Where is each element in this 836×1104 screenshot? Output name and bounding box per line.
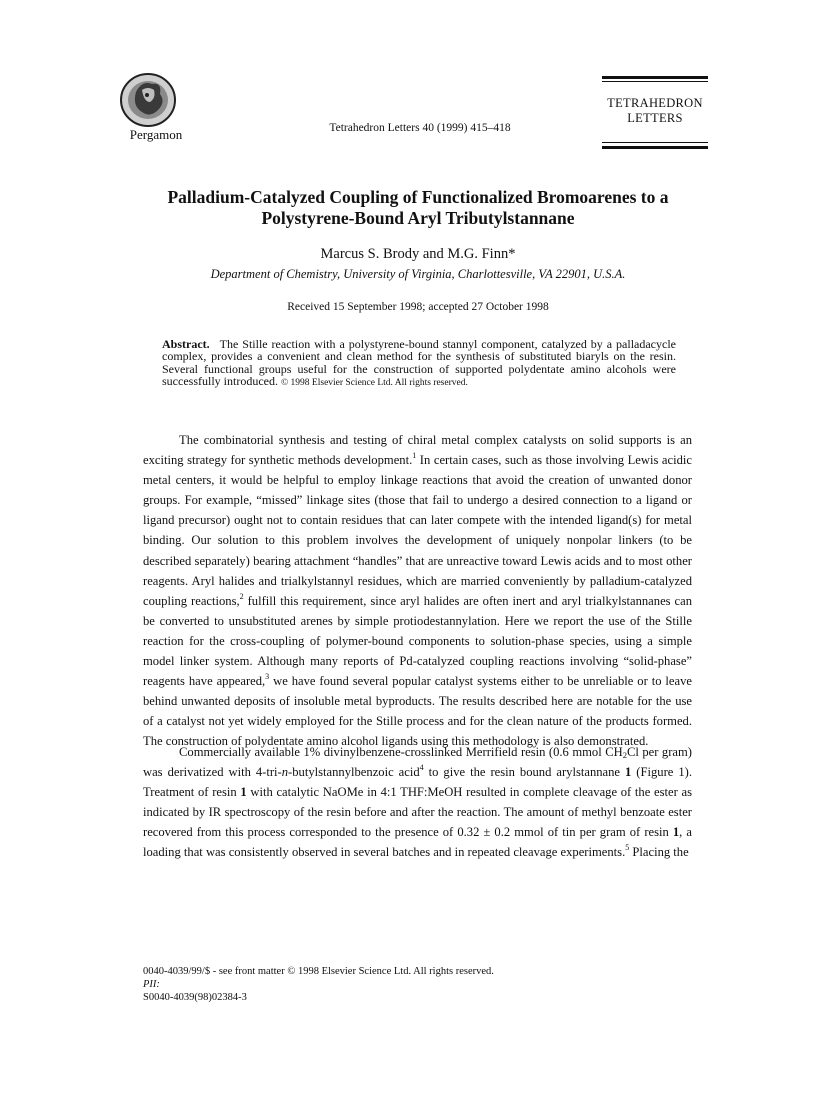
- body-text: Placing the: [629, 845, 689, 860]
- article-title-line2: Polystyrene-Bound Aryl Tributylstannane: [261, 208, 575, 228]
- reference-marker: 1: [412, 451, 417, 461]
- journal-name: [602, 96, 708, 126]
- authors: Marcus S. Brody and M.G. Finn*: [320, 246, 516, 262]
- article-title-line1: Palladium-Catalyzed Coupling of Functionalized Bromoarenes to a: [167, 187, 669, 207]
- pii-value: S0040-4039(98)02384-3: [143, 992, 247, 1003]
- journal-name-line1: TETRAHEDRON: [607, 96, 703, 110]
- reference-marker: 4: [419, 763, 424, 773]
- body-paragraph-1: [143, 430, 692, 752]
- body-text: Cl per gram) was derivatized with 4-tri-: [143, 745, 692, 780]
- body-paragraph-2: [143, 742, 692, 863]
- body-text: The combinatorial synthesis and testing of chiral metal complex catalysts on solid supports is an exciting strategy for synthetic methods development.: [143, 433, 692, 468]
- abstract-copyright: © 1998 Elsevier Science Ltd. All rights reserved.: [280, 377, 468, 388]
- reference-marker: 2: [239, 591, 244, 601]
- footer-pii: [143, 978, 494, 1004]
- body-text: (Figure 1). Treatment of resin: [143, 765, 692, 800]
- publisher-logo: [116, 72, 180, 130]
- compound-number: 1: [625, 765, 632, 780]
- journal-citation: Tetrahedron Letters 40 (1999) 415–418: [329, 122, 511, 134]
- abstract: [162, 338, 676, 389]
- header-rule: [602, 76, 708, 79]
- body-text: -butylstannylbenzoic acid: [288, 765, 420, 780]
- publisher-name: Pergamon: [129, 127, 183, 142]
- header-rule-bottom: [602, 146, 708, 149]
- elsevier-tree-logo-icon: [116, 72, 180, 130]
- compound-number: 1: [240, 785, 247, 800]
- italic-text: n: [281, 765, 289, 780]
- header-rule-bottom-thin: [602, 142, 708, 143]
- header-rule-thin: [602, 81, 708, 82]
- body-text: with catalytic NaOMe in 4:1 THF:MeOH resulted in complete cleavage of the ester as indicated by IR spectroscopy of the resin before and after the reaction. The amount of methyl benzoate ester recovered from this process corresponded to the presence of 0.32 ± 0.2 mmol of tin per gram of resin: [143, 785, 692, 840]
- compound-number: 1: [672, 825, 680, 840]
- footer: [143, 965, 494, 1004]
- reference-marker: 5: [625, 843, 630, 853]
- journal-name-line2: LETTERS: [627, 111, 683, 125]
- reference-marker: 3: [265, 672, 270, 682]
- subscript: 2: [622, 750, 627, 760]
- body-text: we have found several popular catalyst systems either to be unreliable or to leave behind unwanted deposits of insoluble metal byproducts. The results described here are notable for the use of a catalyst not yet widely employed for the Stille process and for the clean nature of the products formed. The construction of polydentate amino alcohol ligands using this methodology is also demonstrated.: [143, 674, 692, 749]
- affiliation: Department of Chemistry, University of Virginia, Charlottesville, VA 22901, U.S.A.: [210, 267, 626, 281]
- body-text: to give the resin bound arylstannane: [423, 765, 626, 780]
- body-text: , a loading that was consistently observed in several batches and in repeated cleavage experiments.: [143, 825, 692, 860]
- body-text: In certain cases, such as those involving Lewis acidic metal centers, it would be helpful to employ linkage reactions that avoid the creation of unwanted donor groups. For example, “missed” linkage sites (those that fail to undergo a desired connection to a ligand or ligand precursor) ought not to contain residues that can later compete with the intended ligand(s) for metal binding. Our solution to this problem involves the development of uniquely nonpolar linkers (to be described separately) bearing attachment “handles” that are unreactive toward Lewis acids and to most other reagents. Aryl halides and trialkylstannyl residues, which are married conveniently by palladium-catalyzed coupling reactions,: [143, 453, 692, 608]
- body-text: Commercially available 1% divinylbenzene-crosslinked Merrifield resin (0.6 mmol CH: [179, 745, 623, 759]
- abstract-text: The Stille reaction with a polystyrene-bound stannyl component, catalyzed by a palladacycle complex, provides a convenient and clean method for the synthesis of substituted biaryls on the resin. Several functional groups useful for the construction of supported polydentate amino alcohols were successfully introduced.: [162, 337, 676, 388]
- received-dates: Received 15 September 1998; accepted 27 October 1998: [287, 301, 549, 313]
- abstract-label: Abstract.: [162, 337, 210, 351]
- footer-copyright: 0040-4039/99/$ - see front matter © 1998 Elsevier Science Ltd. All rights reserved.: [143, 966, 494, 977]
- article-title: [90, 187, 746, 229]
- body-text: fulfill this requirement, since aryl halides are often inert and aryl trialkylstannanes can be converted to unsubstituted arenes by simple protiodestannylation. Here we report the use of the Stille reaction for the cross-coupling of polymer-bound components to solution-phase species, using a simple model linker system. Although many reports of Pd-catalyzed coupling reactions involving “solid-phase” reagents have appeared,: [143, 593, 692, 689]
- pii-label: PII:: [143, 979, 160, 990]
